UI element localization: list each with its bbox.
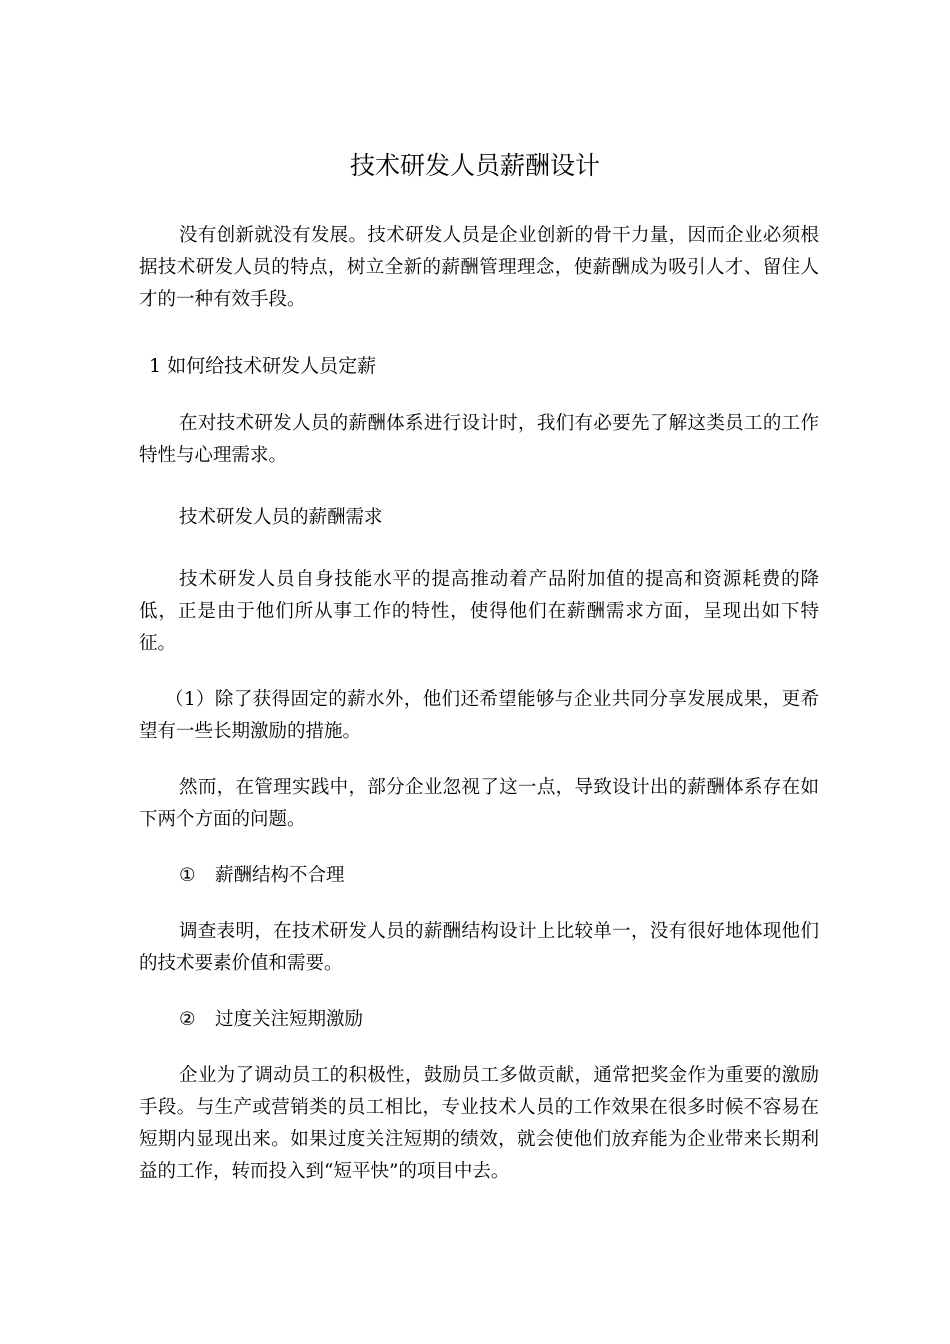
- document-body: [139, 220, 819, 1188]
- list-item-label: 薪酬结构不合理: [215, 865, 345, 886]
- however-paragraph: 然而，在管理实践中，部分企业忽视了这一点，导致设计出的薪酬体系存在如下两个方面的问题。: [139, 777, 819, 830]
- list-item-label: 过度关注短期激励: [215, 1009, 364, 1030]
- needs-subheading: 技术研发人员的薪酬需求: [179, 507, 383, 528]
- list-item-2: [139, 1004, 819, 1036]
- list-item-marker: ①: [179, 865, 196, 886]
- item2-paragraph: 企业为了调动员工的积极性，鼓励员工多做贡献，通常把奖金作为重要的激励手段。与生产或营销类的员工相比，专业技术人员的工作效果在很多时候不容易在短期内显现出来。如果过度关注短期的绩效，就会使他们放弃能为企业带来长期利益的工作，转而投入到“短平快”的项目中去。: [139, 1065, 819, 1182]
- list-item-marker: ②: [179, 1009, 196, 1030]
- item1-paragraph: 调查表明，在技术研发人员的薪酬结构设计上比较单一，没有很好地体现他们的技术要素价值和需要。: [139, 921, 819, 974]
- section-heading: 1 如何给技术研发人员定薪: [149, 355, 377, 377]
- list-item-1: [139, 860, 819, 892]
- needs-paragraph: 技术研发人员自身技能水平的提高推动着产品附加值的提高和资源耗费的降低，正是由于他们所从事工作的特性，使得他们在薪酬需求方面，呈现出如下特征。: [139, 569, 819, 654]
- intro-paragraph: 没有创新就没有发展。技术研发人员是企业创新的骨干力量，因而企业必须根据技术研发人员的特点，树立全新的薪酬管理理念，使薪酬成为吸引人才、留住人才的一种有效手段。: [139, 225, 819, 310]
- document-title: 技术研发人员薪酬设计: [349, 151, 600, 180]
- design-paragraph: 在对技术研发人员的薪酬体系进行设计时，我们有必要先了解这类员工的工作特性与心理需求。: [139, 413, 819, 466]
- point1-paragraph: （1）除了获得固定的薪水外，他们还希望能够与企业共同分享发展成果，更希望有一些长期激励的措施。: [139, 689, 819, 742]
